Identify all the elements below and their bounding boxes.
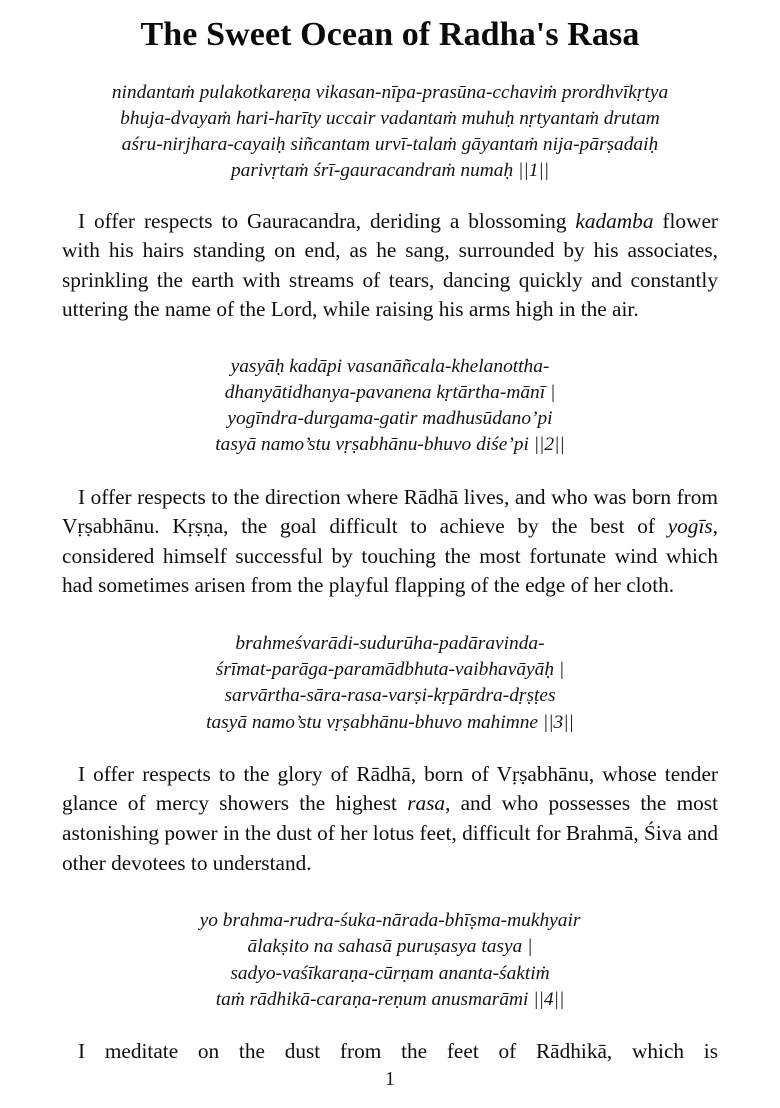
- verse-line: dhanyātidhanya-pavanena kṛtārtha-mānī |: [224, 382, 556, 404]
- verse-line: bhuja-dvayaṁ hari-harīty uccair vadantaṁ muhuḥ nṛtyantaṁ drutam: [120, 107, 660, 129]
- verse-line: aśru-nirjhara-cayaiḥ siñcantam urvī-talaṁ gāyantaṁ nija-pārṣadaiḥ: [121, 134, 659, 156]
- text-run: I offer respects to the direction where Rādhā lives, and who was born from Vṛṣabhānu. Kṛṣṇa, the goal difficult to achieve by the best of: [62, 484, 718, 539]
- translation-paragraph-2: [62, 483, 718, 601]
- sanskrit-verse-1: [62, 80, 718, 185]
- text-run: I offer respects to Gauracandra, deriding a blossoming: [78, 208, 576, 233]
- verse-line: yasyāḥ kadāpi vasanāñcala-khelanottha-: [230, 355, 550, 377]
- sanskrit-verse-4: [62, 908, 718, 1013]
- verse-line: ālakṣito na sahasā puruṣasya tasya |: [247, 936, 533, 958]
- text-run: , considered himself successful by touching the most fortunate wind which had sometimes arisen from the playful flapping of the edge of her cloth.: [62, 514, 718, 598]
- verse-line: tasyā namo’stu vṛṣabhānu-bhuvo mahimne ||3||: [206, 711, 574, 733]
- page-number: 1: [385, 1068, 395, 1090]
- verse-line: sarvārtha-sāra-rasa-varṣi-kṛpārdra-dṛṣṭes: [224, 685, 556, 707]
- text-run-italic: rasa: [407, 791, 446, 816]
- sanskrit-verse-2: [62, 354, 718, 459]
- verse-line: tasyā namo’stu vṛṣabhānu-bhuvo diśe’pi ||2||: [215, 434, 565, 456]
- text-run-italic: yogīs: [667, 514, 713, 539]
- verse-line: brahmeśvarādi-sudurūha-padāravinda-: [235, 633, 545, 655]
- verse-line: nindantaṁ pulakotkareṇa vikasan-nīpa-prasūna-cchaviṁ prordhvīkṛtya: [111, 81, 669, 103]
- verse-line: yo brahma-rudra-śuka-nārada-bhīṣma-mukhyair: [199, 910, 581, 932]
- verse-line: śrīmat-parāga-paramādbhuta-vaibhavāyāḥ |: [215, 659, 565, 681]
- sanskrit-verse-3: [62, 631, 718, 736]
- text-run: flower with his hairs standing on end, as he sang, surrounded by his associates, sprinkling the earth with streams of tears, dancing quickly and constantly uttering the name of the Lord, while raising his arms high in the air.: [62, 208, 718, 322]
- page-title: The Sweet Ocean of Radha's Rasa: [140, 16, 640, 53]
- text-run: , and who possesses the most astonishing power in the dust of her lotus feet, difficult for Brahmā, Śiva and other devotees to understand.: [62, 791, 718, 875]
- translation-paragraph-1: [62, 207, 718, 325]
- verse-line: yogīndra-durgama-gatir madhusūdano’pi: [227, 408, 553, 430]
- verse-line: sadyo-vaśīkaraṇa-cūrṇam ananta-śaktiṁ: [230, 962, 550, 984]
- text-run: I offer respects to the glory of Rādhā, born of Vṛṣabhānu, whose tender glance of mercy showers the highest: [62, 761, 718, 816]
- text-run-italic: kadamba: [575, 208, 654, 233]
- text-run: I meditate on the dust from the feet of Rādhikā, which is: [78, 1039, 718, 1064]
- verse-line: parivṛtaṁ śrī-gauracandraṁ numaḥ ||1||: [230, 160, 550, 182]
- translation-paragraph-3: [62, 760, 718, 878]
- verse-line: taṁ rādhikā-caraṇa-reṇum anusmarāmi ||4||: [215, 988, 565, 1010]
